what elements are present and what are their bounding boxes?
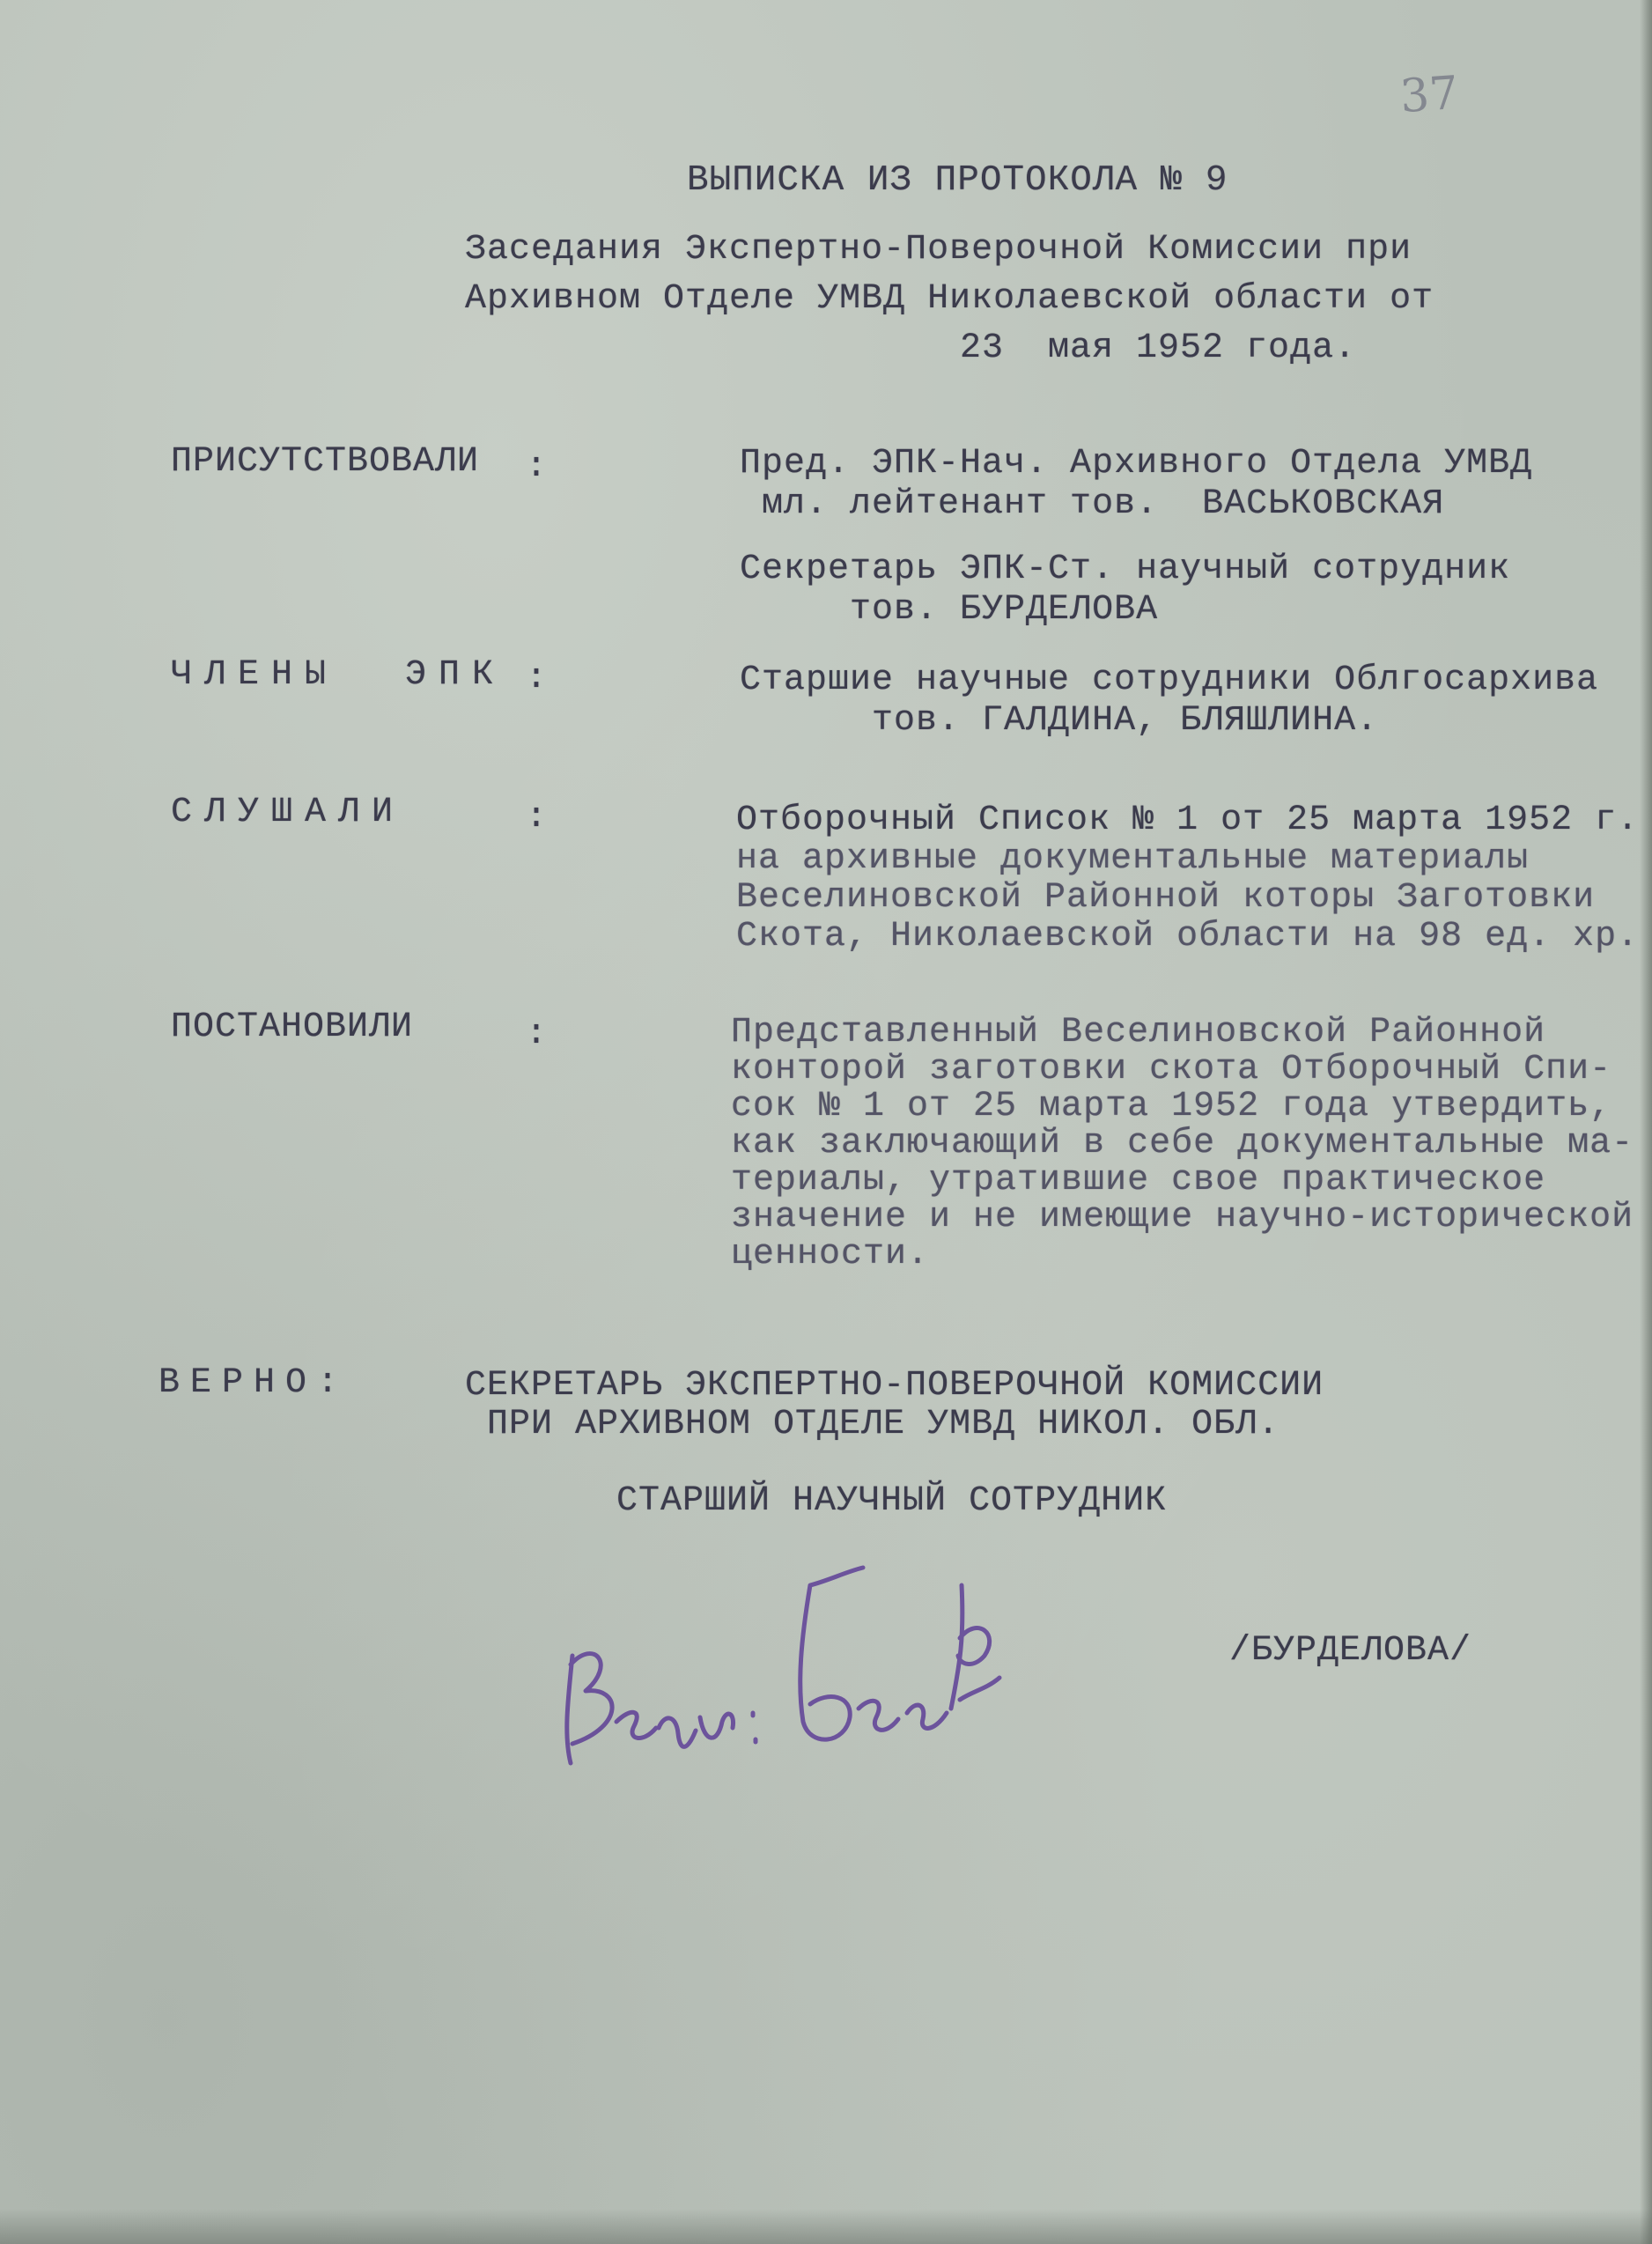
resolved-label: ПОСТАНОВИЛИ <box>171 1008 414 1047</box>
resolved-text <box>731 1015 1634 1273</box>
resolved-line: сок № 1 от 25 марта 1952 года утвердить, <box>731 1087 1612 1126</box>
heard-line: Веселиновской Районной которы Заготовки <box>736 878 1596 918</box>
subtitle-line: Заседания Экспертно-Поверочной Комиссии при <box>465 230 1412 269</box>
members-line: тов. ГАЛДИНА, БЛЯШЛИНА. <box>740 701 1379 741</box>
certification-label: ВЕРНО: <box>159 1363 350 1403</box>
secretary-line: тов. БУРДЕЛОВА <box>740 590 1159 630</box>
handwritten-signature <box>546 1532 1004 1797</box>
present-colon: : <box>526 447 549 487</box>
resolved-line: териалы, утратившие свое практическое <box>731 1161 1546 1200</box>
chair-line: Пред. ЭПК-Нач. Архивного Отдела УМВД <box>740 444 1533 483</box>
heard-line: на архивные документальные материалы <box>736 839 1530 879</box>
certification-line: СЕКРЕТАРЬ ЭКСПЕРТНО-ПОВЕРОЧНОЙ КОМИССИИ <box>465 1366 1324 1406</box>
chair-line: мл. лейтенант тов. ВАСЬКОВСКАЯ <box>740 484 1445 524</box>
resolved-line: Представленный Веселиновской Районной <box>731 1013 1546 1052</box>
document-title: ВЫПИСКА ИЗ ПРОТОКОЛА № 9 <box>687 160 1228 201</box>
heard-line: Отборочный Список № 1 от 25 марта 1952 г. <box>736 801 1640 840</box>
resolved-line: как заключающий в себе документальные ма- <box>731 1124 1634 1163</box>
page-edge-shadow <box>1640 0 1652 2244</box>
members-list <box>740 661 1598 742</box>
secretary-line: Секретарь ЭПК-Ст. научный сотрудник <box>740 550 1511 589</box>
document-subtitle <box>465 225 1434 373</box>
certification-line: ПРИ АРХИВНОМ ОТДЕЛЕ УМВД НИКОЛ. ОБЛ. <box>465 1405 1280 1444</box>
resolved-line: значение и не имеющие научно-исторической <box>731 1198 1634 1237</box>
signer-name: /БУРДЕЛОВА/ <box>1229 1631 1472 1671</box>
members-colon: : <box>526 659 549 698</box>
subtitle-line: 23 мая 1952 года. <box>960 328 1357 368</box>
resolved-line: конторой заготовки скота Отборочный Спи- <box>731 1050 1612 1089</box>
subtitle-line: Архивном Отделе УМВД Николаевской области от <box>465 279 1434 319</box>
signer-position: СТАРШИЙ НАУЧНЫЙ СОТРУДНИК <box>616 1481 1168 1521</box>
members-line: Старшие научные сотрудники Облгосархива <box>740 661 1599 700</box>
present-label: ПРИСУТСТВОВАЛИ <box>171 442 480 482</box>
present-chair <box>740 444 1532 525</box>
resolved-line: ценности. <box>731 1235 930 1274</box>
heard-label: СЛУШАЛИ <box>171 793 406 832</box>
present-secretary <box>740 550 1510 631</box>
heard-text <box>736 801 1639 956</box>
resolved-colon: : <box>526 1015 549 1054</box>
page-number: 37 <box>1398 66 1461 124</box>
heard-colon: : <box>526 798 549 838</box>
certification-title <box>465 1367 1324 1444</box>
members-label: ЧЛЕНЫ ЭПК <box>171 655 506 695</box>
page-bottom-shadow <box>0 2209 1652 2244</box>
heard-line: Скота, Николаевской области на 98 ед. хр. <box>736 917 1640 956</box>
